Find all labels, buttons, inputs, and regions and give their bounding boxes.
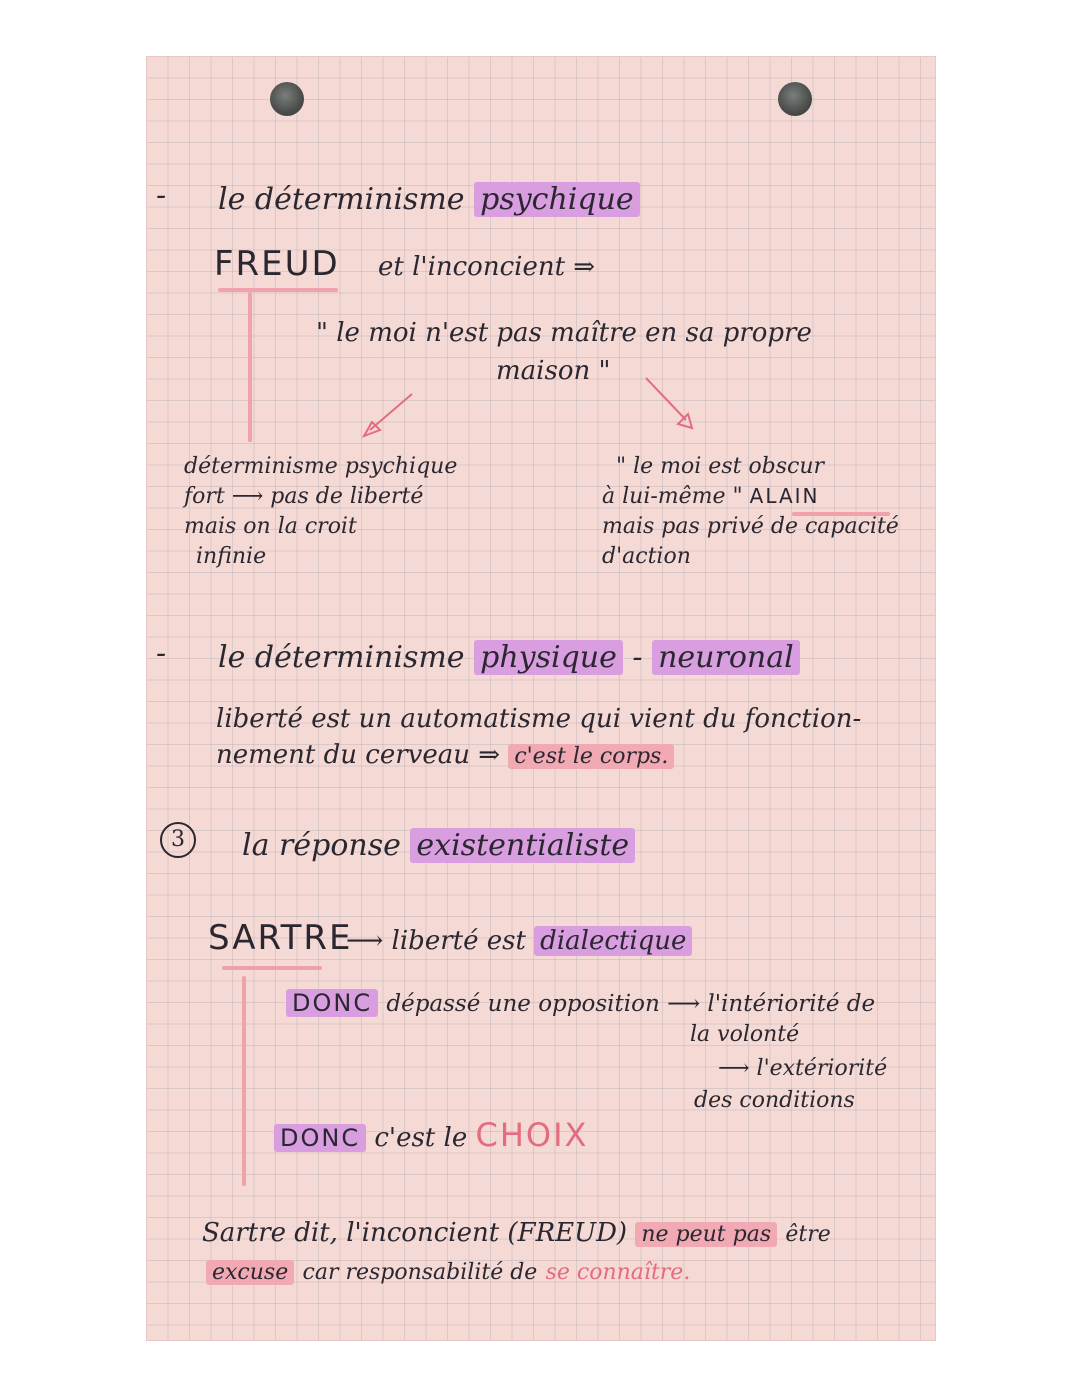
notebook-card	[146, 56, 936, 1341]
conclusion-excuse: excuse	[206, 1260, 294, 1285]
freud-label: FREUD	[214, 244, 340, 284]
donc2-rest: c'est le	[374, 1123, 468, 1153]
punch-hole-right	[778, 82, 812, 116]
arrow-down-left-icon	[360, 390, 420, 440]
conclusion-2b: car responsabilité de	[302, 1260, 538, 1285]
right-col-quote: à lui-même "	[602, 484, 743, 509]
section1-dash: -	[156, 178, 167, 213]
section2-line-2	[216, 740, 674, 770]
left-col-line-4: infinie	[196, 544, 267, 569]
conclusion-1c: être	[785, 1222, 831, 1247]
section2-highlight-2: neuronal	[652, 640, 800, 675]
freud-rest: et l'inconcient ⇒	[378, 252, 596, 282]
choix-label: CHOIX	[475, 1116, 589, 1154]
conclusion-highlight: ne peut pas	[635, 1222, 777, 1247]
right-col-line-3: mais pas privé de capacité	[602, 514, 899, 539]
freud-bracket-line	[248, 292, 252, 442]
arrow-down-right-icon	[640, 374, 700, 434]
quote-line-2: maison "	[496, 356, 611, 386]
donc1-rest: dépassé une opposition ⟶ l'intériorité de	[386, 991, 876, 1017]
sartre-underline	[222, 966, 322, 970]
right-col-line-2	[602, 484, 820, 509]
conclusion-line-1	[202, 1218, 831, 1248]
sartre-highlight: dialectique	[534, 926, 692, 956]
conditions-text: des conditions	[694, 1088, 855, 1113]
left-col-line-2: fort ⟶ pas de liberté	[184, 484, 424, 509]
left-col-line-3: mais on la croit	[184, 514, 357, 539]
donc2-label: DONC	[274, 1124, 366, 1152]
right-col-line-4: d'action	[602, 544, 691, 569]
punch-hole-left	[270, 82, 304, 116]
alain-label: ALAIN	[749, 484, 820, 508]
donc2-line	[274, 1116, 588, 1154]
right-col-line-1: " le moi est obscur	[616, 454, 825, 479]
section3-highlight: existentialiste	[410, 828, 635, 863]
sartre-rest-text: ⟶ liberté est	[346, 926, 526, 956]
left-col-line-1: déterminisme psychique	[184, 454, 458, 479]
conclusion-1a: Sartre dit, l'inconcient (FREUD)	[202, 1218, 628, 1248]
section1-highlight: psychique	[474, 182, 640, 217]
section2-dash: -	[156, 636, 167, 671]
sartre-label: SARTRE	[208, 918, 353, 958]
section3-number: 3	[160, 822, 196, 858]
section1-heading	[218, 182, 640, 217]
conclusion-2c: se connaître.	[545, 1260, 691, 1285]
section2-line-1: liberté est un automatisme qui vient du fonction-	[216, 704, 862, 734]
section2-separator: -	[632, 640, 643, 675]
section3-title: la réponse	[242, 828, 401, 863]
donc1-label: DONC	[286, 989, 378, 1017]
section2-heading	[218, 640, 800, 675]
section2-title: le déterminisme	[218, 640, 465, 675]
section2-highlight-1: physique	[474, 640, 623, 675]
conclusion-line-2	[206, 1256, 690, 1286]
section2-highlight-corps: c'est le corps.	[508, 744, 674, 769]
section1-title: le déterminisme	[218, 182, 465, 217]
donc1-line	[286, 988, 875, 1018]
freud-underline	[218, 288, 338, 292]
section2-line-2a: nement du cerveau ⇒	[216, 740, 501, 770]
sartre-rest	[346, 926, 692, 956]
sartre-bracket-line	[242, 976, 246, 1186]
exterieur-text: ⟶ l'extériorité	[718, 1056, 888, 1081]
section3-heading	[242, 828, 635, 863]
volonte-text: la volonté	[690, 1022, 800, 1047]
quote-line-1: " le moi n'est pas maître en sa propre	[316, 318, 812, 348]
